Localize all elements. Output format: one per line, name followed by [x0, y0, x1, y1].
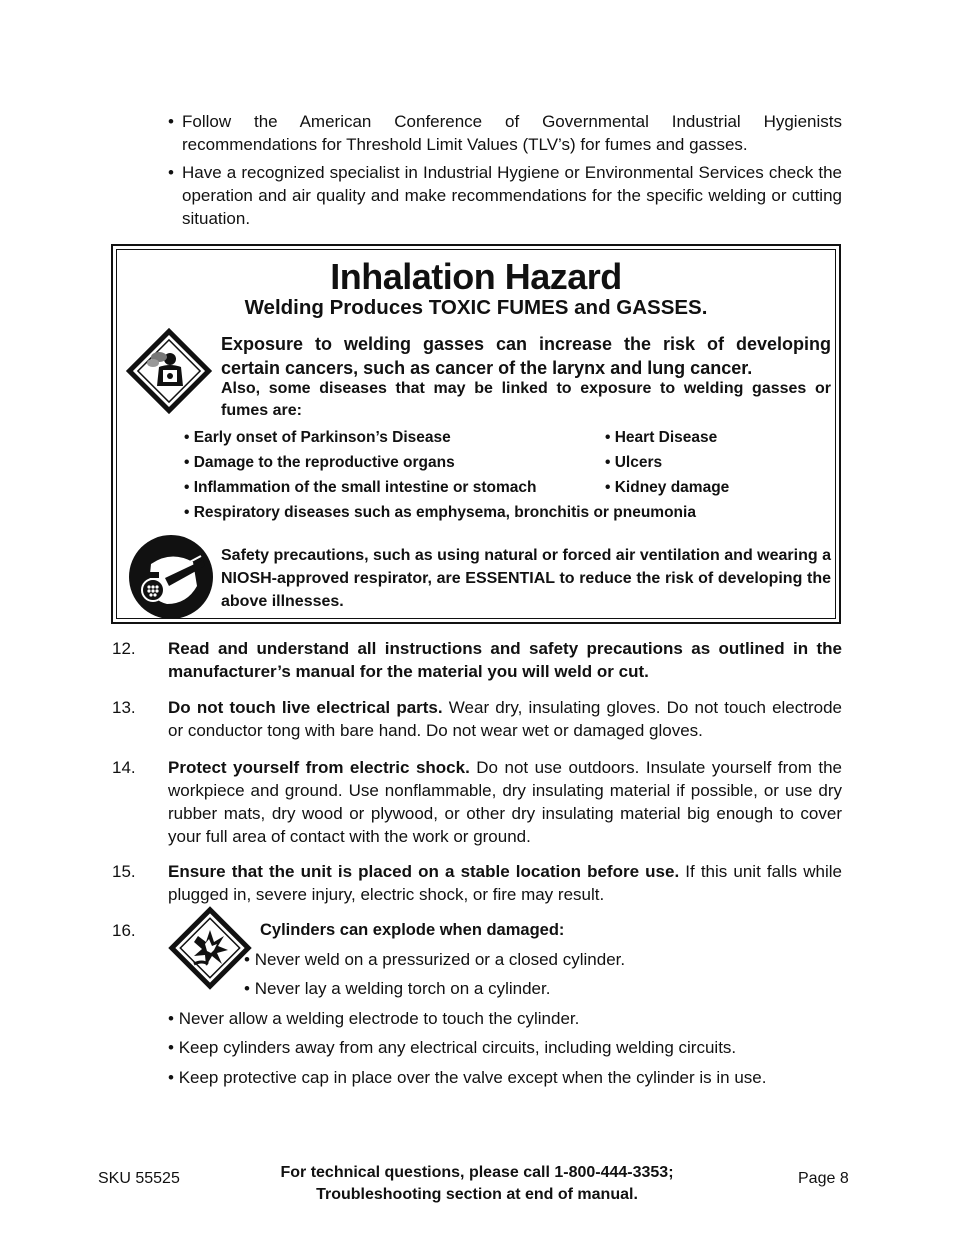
bullet-dot: • [168, 112, 174, 131]
item-number: 13. [112, 698, 136, 717]
hazard-lead-text: Exposure to welding gasses can increase the risk of developing certain cancers, such as cancer of the larynx and lung cancer. [221, 334, 831, 378]
item-number: 12. [112, 639, 136, 658]
item-15: Ensure that the unit is placed on a stable location before use. If this unit falls while plugged in, severe injury, electric shock, or fire may result. [168, 862, 842, 904]
disease-item: • Respiratory diseases such as emphysema, bronchitis or pneumonia [184, 504, 696, 521]
respirator-icon [127, 534, 215, 620]
hazard-also-text: Also, some diseases that may be linked to exposure to welding gasses or fumes are: [221, 380, 831, 419]
item-16-bullet: • Keep cylinders away from any electrical circuits, including welding circuits. [168, 1038, 737, 1057]
item-16-sub-bullet: • Never lay a welding torch on a cylinder. [244, 979, 551, 998]
bullet-dot: • [168, 163, 174, 182]
footer-contact-line-2: Troubleshooting section at end of manual. [316, 1186, 638, 1203]
disease-item: • Kidney damage [605, 479, 730, 496]
item-number: 15. [112, 862, 136, 881]
hazard-title: Inhalation Hazard [330, 256, 622, 297]
disease-item: • Heart Disease [605, 429, 718, 446]
item-13: Do not touch live electrical parts. Wear dry, insulating gloves. Do not touch electrode or conductor tong with bare hand. Do not wear wet or damaged gloves. [168, 698, 843, 740]
disease-item: • Damage to the reproductive organs [184, 454, 455, 471]
disease-item: • Inflammation of the small intestine or stomach [184, 479, 537, 496]
disease-item: • Ulcers [605, 454, 663, 471]
item-16-bullet: • Never allow a welding electrode to touch the cylinder. [168, 1009, 580, 1028]
item-16-bullet: • Keep protective cap in place over the valve except when the cylinder is in use. [168, 1068, 767, 1087]
item-number: 16. [112, 921, 136, 940]
hazard-safety-text: Safety precautions, such as using natural or forced air ventilation and wearing a NIOSH-approved respirator, are ESSENTIAL to reduce the risk of developing the above illnesses. [221, 547, 831, 610]
footer-contact [230, 1162, 724, 1206]
hazard-subtitle: Welding Produces TOXIC FUMES and GASSES. [244, 296, 708, 319]
hazard-inner-border [116, 249, 836, 619]
item-number: 14. [112, 758, 136, 777]
item-16-sub-bullet: • Never weld on a pressurized or a closed cylinder. [244, 950, 626, 969]
footer-sku: SKU 55525 [98, 1170, 180, 1187]
item-16-heading: Cylinders can explode when damaged: [260, 921, 565, 939]
item-12: Read and understand all instructions and safety precautions as outlined in the manufacturer’s manual for the material you will weld or cut. [168, 639, 842, 681]
inhalation-hazard-box [111, 244, 841, 624]
toxic-fumes-icon [126, 328, 212, 414]
footer-page-number: Page 8 [798, 1170, 849, 1187]
disease-item: • Early onset of Parkinson’s Disease [184, 429, 451, 446]
intro-bullet-1: • Follow the American Conference of Governmental Industrial Hygienists recommendations for Threshold Limit Values (TLV’s) for fumes and gasses. [168, 112, 842, 154]
footer-contact-line-1: For technical questions, please call 1-800-444-3353; [280, 1164, 674, 1181]
explosion-hazard-icon [168, 906, 252, 990]
item-14: Protect yourself from electric shock. Do not use outdoors. Insulate yourself from the workpiece and ground. Use nonflammable, dry insulating material if possible, or use dry rubber mats, dry wood or plywood, or other dry insulating material big enough to cover your full area of contact with the work or ground. [168, 758, 842, 846]
intro-bullet-2: • Have a recognized specialist in Industrial Hygiene or Environmental Services check the operation and air quality and make recommendations for the specific welding or cutting situation. [168, 163, 842, 228]
